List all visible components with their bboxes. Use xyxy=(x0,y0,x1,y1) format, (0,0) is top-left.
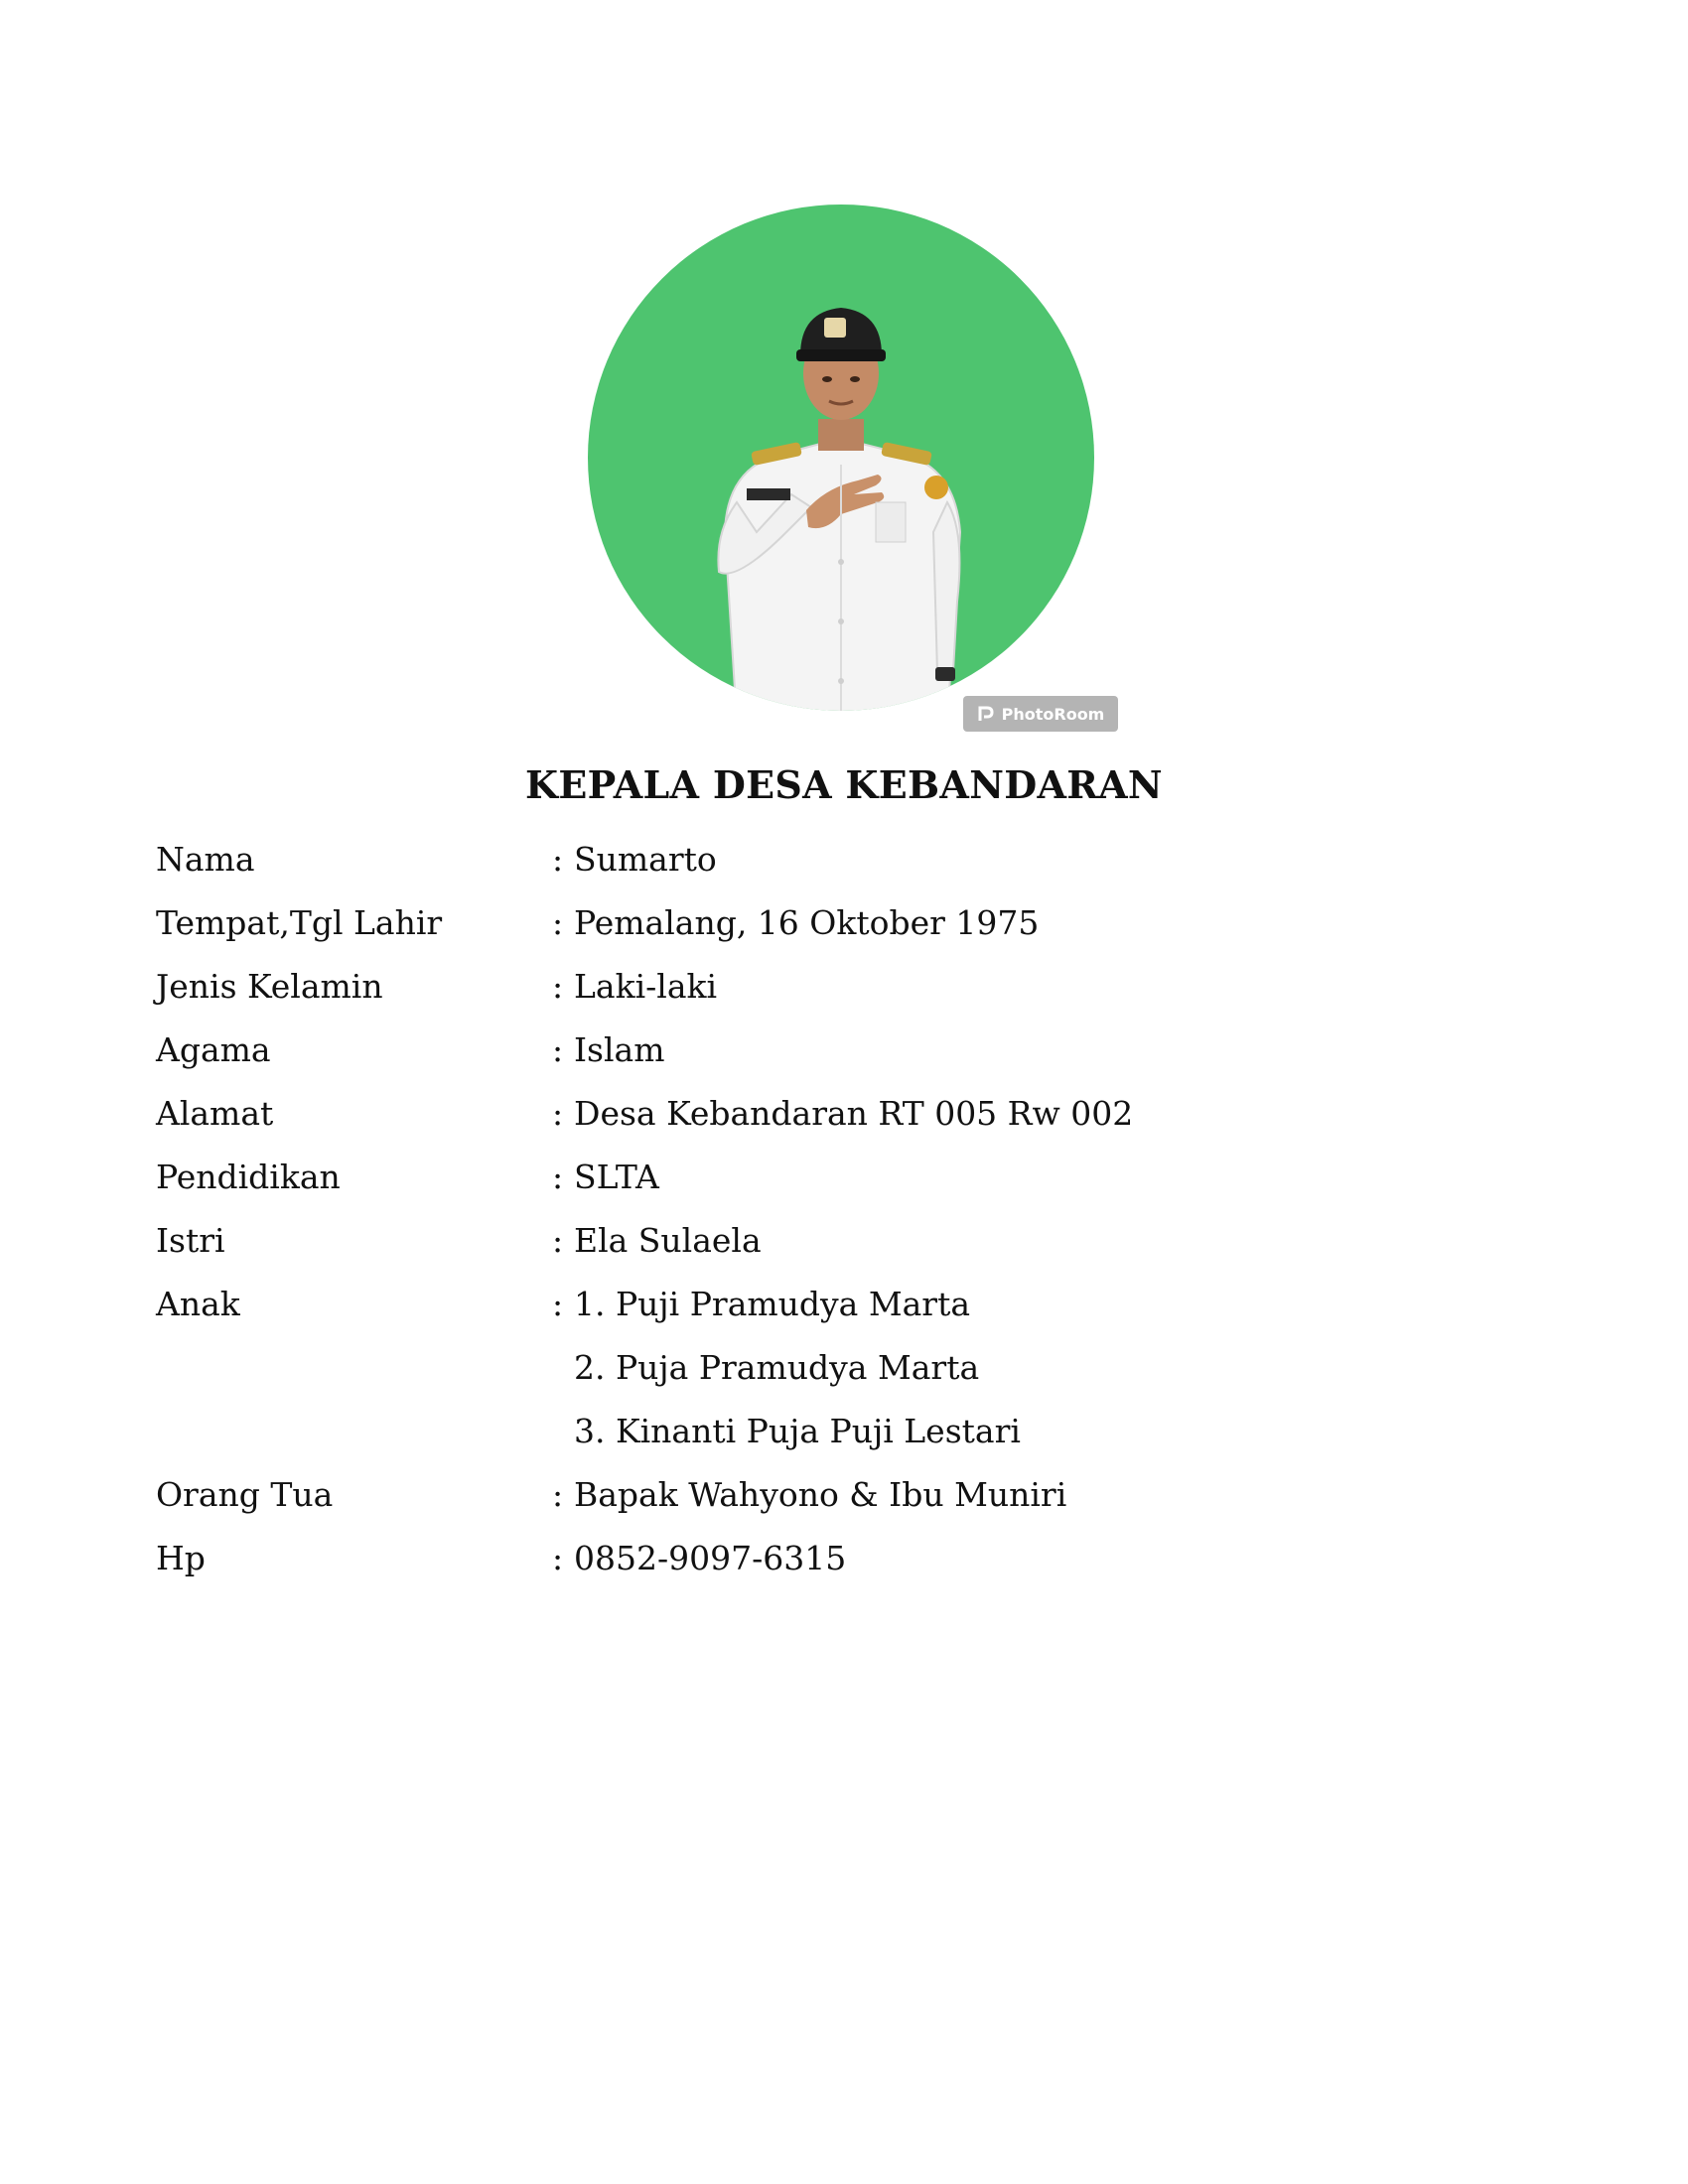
bio-value: Laki-laki xyxy=(574,966,718,1006)
bio-label: Anak xyxy=(156,1284,240,1323)
biodata-list xyxy=(156,827,1526,1589)
bio-colon: : xyxy=(552,1157,564,1196)
bio-value: SLTA xyxy=(574,1157,659,1196)
bio-row-alamat xyxy=(156,1081,1526,1145)
bio-row-jenis-kelamin xyxy=(156,954,1526,1018)
bio-colon: : xyxy=(552,966,564,1006)
bio-label: Pendidikan xyxy=(156,1157,341,1196)
bio-value: Ela Sulaela xyxy=(574,1220,762,1260)
bio-value: Sumarto xyxy=(574,839,717,879)
page-title: KEPALA DESA KEBANDARAN xyxy=(525,762,1163,807)
bio-row-anak-cont xyxy=(156,1335,1526,1399)
photo-circle xyxy=(588,205,1094,711)
bio-label: Nama xyxy=(156,839,255,879)
bio-label: Istri xyxy=(156,1220,225,1260)
bio-label: Jenis Kelamin xyxy=(156,966,383,1006)
bio-colon: : xyxy=(552,1284,564,1323)
bio-label: Orang Tua xyxy=(156,1474,334,1514)
bio-colon: : xyxy=(552,1538,564,1577)
person-illustration xyxy=(588,205,1094,711)
bio-value-child-3: 3. Kinanti Puja Puji Lestari xyxy=(574,1411,1021,1450)
bio-row-nama xyxy=(156,827,1526,890)
bio-value-child-2: 2. Puja Pramudya Marta xyxy=(574,1347,980,1387)
bio-value-child-1: 1. Puji Pramudya Marta xyxy=(574,1284,971,1323)
bio-row-anak-cont xyxy=(156,1399,1526,1462)
bio-row-pendidikan xyxy=(156,1145,1526,1208)
photoroom-watermark xyxy=(963,696,1118,732)
bio-colon: : xyxy=(552,839,564,879)
bio-colon: : xyxy=(552,1093,564,1133)
bio-colon: : xyxy=(552,1029,564,1069)
bio-label: Tempat,Tgl Lahir xyxy=(156,902,443,942)
bio-row-istri xyxy=(156,1208,1526,1272)
profile-photo xyxy=(588,205,1094,711)
bio-label: Hp xyxy=(156,1538,206,1577)
bio-value: 0852-9097-6315 xyxy=(574,1538,847,1577)
bio-colon: : xyxy=(552,1474,564,1514)
bio-value: Bapak Wahyono & Ibu Muniri xyxy=(574,1474,1067,1514)
watermark-text: PhotoRoom xyxy=(1001,704,1105,724)
bio-row-ttl xyxy=(156,890,1526,954)
bio-value: Islam xyxy=(574,1029,665,1069)
bio-row-orang-tua xyxy=(156,1462,1526,1526)
bio-label: Agama xyxy=(156,1029,271,1069)
bio-value: Pemalang, 16 Oktober 1975 xyxy=(574,902,1040,942)
bio-colon: : xyxy=(552,902,564,942)
bio-label: Alamat xyxy=(156,1093,274,1133)
bio-row-anak xyxy=(156,1272,1526,1335)
bio-value: Desa Kebandaran RT 005 Rw 002 xyxy=(574,1093,1134,1133)
photoroom-logo-icon xyxy=(977,705,995,723)
bio-colon: : xyxy=(552,1220,564,1260)
bio-row-agama xyxy=(156,1018,1526,1081)
bio-row-hp xyxy=(156,1526,1526,1589)
